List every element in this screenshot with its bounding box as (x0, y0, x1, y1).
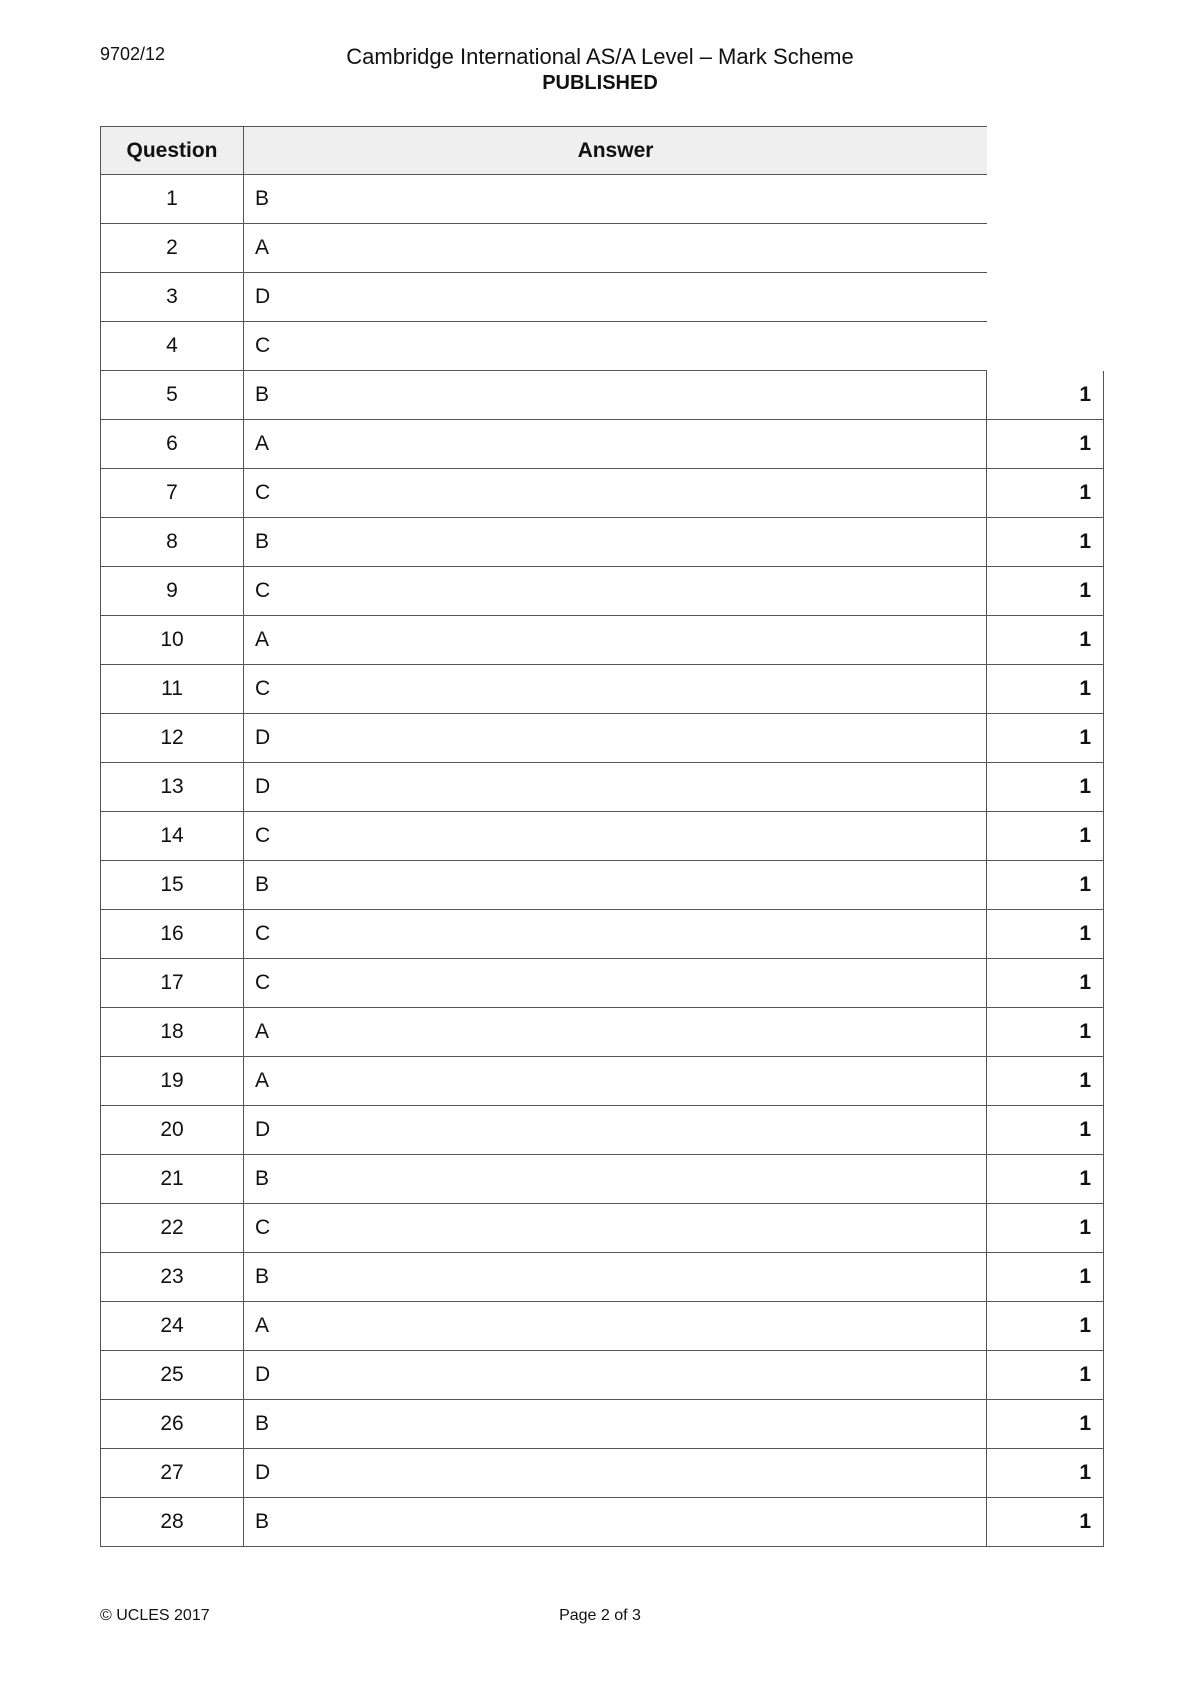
document-subtitle: PUBLISHED (542, 72, 658, 94)
table-header-row (100, 126, 1104, 175)
answer-cell: D (244, 1351, 987, 1400)
marks-cell: 1 (987, 1449, 1104, 1498)
question-number: 9 (100, 567, 244, 616)
answer-cell: C (244, 665, 987, 714)
table-row (100, 420, 1104, 469)
marks-cell: 1 (987, 1400, 1104, 1449)
table-row (100, 665, 1104, 714)
table-row (100, 1302, 1104, 1351)
question-number: 8 (100, 518, 244, 567)
answer-cell: A (244, 1302, 987, 1351)
answer-cell: B (244, 371, 987, 420)
question-number: 6 (100, 420, 244, 469)
answer-cell: C (244, 322, 987, 371)
table-row (100, 224, 1104, 273)
marks-cell (987, 224, 1104, 273)
marks-cell: 1 (987, 665, 1104, 714)
table-row (100, 371, 1104, 420)
question-number: 17 (100, 959, 244, 1008)
marks-cell: 1 (987, 812, 1104, 861)
paper-code: 9702/12 (100, 44, 166, 64)
table-row (100, 1204, 1104, 1253)
question-number: 2 (100, 224, 244, 273)
marks-cell: 1 (987, 1155, 1104, 1204)
marks-cell: 1 (987, 1057, 1104, 1106)
table-row (100, 1008, 1104, 1057)
answer-cell: C (244, 1204, 987, 1253)
document-title: Cambridge International AS/A Level – Mark Scheme (346, 44, 854, 69)
marks-cell: 1 (987, 1204, 1104, 1253)
answer-cell: D (244, 273, 987, 322)
marks-cell: 1 (987, 1008, 1104, 1057)
marks-cell (987, 273, 1104, 322)
question-number: 28 (100, 1498, 244, 1547)
table-row (100, 1498, 1104, 1547)
question-number: 3 (100, 273, 244, 322)
question-number: 23 (100, 1253, 244, 1302)
marks-cell: 1 (987, 910, 1104, 959)
table-row (100, 812, 1104, 861)
table-row (100, 1351, 1104, 1400)
answer-cell: A (244, 420, 987, 469)
marks-column-edge (986, 384, 1104, 396)
answer-cell: D (244, 1449, 987, 1498)
marks-cell: 1 (987, 959, 1104, 1008)
question-number: 10 (100, 616, 244, 665)
table-row (100, 910, 1104, 959)
question-number: 12 (100, 714, 244, 763)
answer-cell: A (244, 616, 987, 665)
marks-cell: 1 (987, 714, 1104, 763)
answer-cell: C (244, 959, 987, 1008)
answer-cell: B (244, 518, 987, 567)
question-number: 26 (100, 1400, 244, 1449)
answer-cell: B (244, 1498, 987, 1547)
marks-cell: 1 (987, 1106, 1104, 1155)
marks-cell: 1 (987, 1302, 1104, 1351)
answer-cell: B (244, 1155, 987, 1204)
answer-cell: B (244, 861, 987, 910)
question-number: 5 (100, 371, 244, 420)
marks-cell: 1 (987, 567, 1104, 616)
table-row (100, 1400, 1104, 1449)
copyright-notice: © UCLES 2017 (100, 1607, 210, 1624)
question-number: 14 (100, 812, 244, 861)
answer-cell: B (244, 1400, 987, 1449)
answer-cell: A (244, 224, 987, 273)
table-row (100, 1253, 1104, 1302)
marks-cell: 1 (987, 616, 1104, 665)
answer-cell: D (244, 763, 987, 812)
question-number: 11 (100, 665, 244, 714)
column-header-answer: Answer (244, 126, 987, 175)
table-row (100, 273, 1104, 322)
answer-cell: B (244, 175, 987, 224)
marks-cell: 1 (987, 763, 1104, 812)
table-row (100, 616, 1104, 665)
column-header-marks (987, 126, 1104, 175)
table-row (100, 763, 1104, 812)
question-number: 18 (100, 1008, 244, 1057)
table-row (100, 518, 1104, 567)
question-number: 7 (100, 469, 244, 518)
question-number: 4 (100, 322, 244, 371)
answer-cell: C (244, 812, 987, 861)
marks-cell: 1 (987, 1351, 1104, 1400)
question-number: 27 (100, 1449, 244, 1498)
marks-cell: 1 (987, 420, 1104, 469)
table-row (100, 1155, 1104, 1204)
marks-cell (987, 175, 1104, 224)
question-number: 25 (100, 1351, 244, 1400)
answer-cell: C (244, 469, 987, 518)
column-header-question: Question (100, 126, 244, 175)
table-row (100, 861, 1104, 910)
mark-scheme-table (100, 126, 1104, 1547)
table-row (100, 469, 1104, 518)
marks-cell: 1 (987, 518, 1104, 567)
question-number: 13 (100, 763, 244, 812)
question-number: 19 (100, 1057, 244, 1106)
question-number: 22 (100, 1204, 244, 1253)
header (300, 44, 900, 96)
marks-cell: 1 (987, 371, 1104, 420)
marks-cell: 1 (987, 469, 1104, 518)
question-number: 20 (100, 1106, 244, 1155)
table-row (100, 959, 1104, 1008)
answer-cell: C (244, 567, 987, 616)
marks-cell: 1 (987, 1253, 1104, 1302)
answer-cell: A (244, 1057, 987, 1106)
table-row (100, 567, 1104, 616)
answer-cell: D (244, 1106, 987, 1155)
question-number: 24 (100, 1302, 244, 1351)
question-number: 21 (100, 1155, 244, 1204)
page-number: Page 2 of 3 (559, 1607, 641, 1624)
question-number: 1 (100, 175, 244, 224)
table-row (100, 175, 1104, 224)
table-row (100, 1449, 1104, 1498)
answer-cell: C (244, 910, 987, 959)
marks-cell: 1 (987, 861, 1104, 910)
marks-cell: 1 (987, 1498, 1104, 1547)
table-row (100, 714, 1104, 763)
question-number: 16 (100, 910, 244, 959)
answer-cell: D (244, 714, 987, 763)
table-row (100, 1106, 1104, 1155)
table-row (100, 322, 1104, 371)
answer-cell: A (244, 1008, 987, 1057)
marks-cell (987, 322, 1104, 371)
table-body (100, 175, 1104, 1547)
question-number: 15 (100, 861, 244, 910)
answer-cell: B (244, 1253, 987, 1302)
table-row (100, 1057, 1104, 1106)
